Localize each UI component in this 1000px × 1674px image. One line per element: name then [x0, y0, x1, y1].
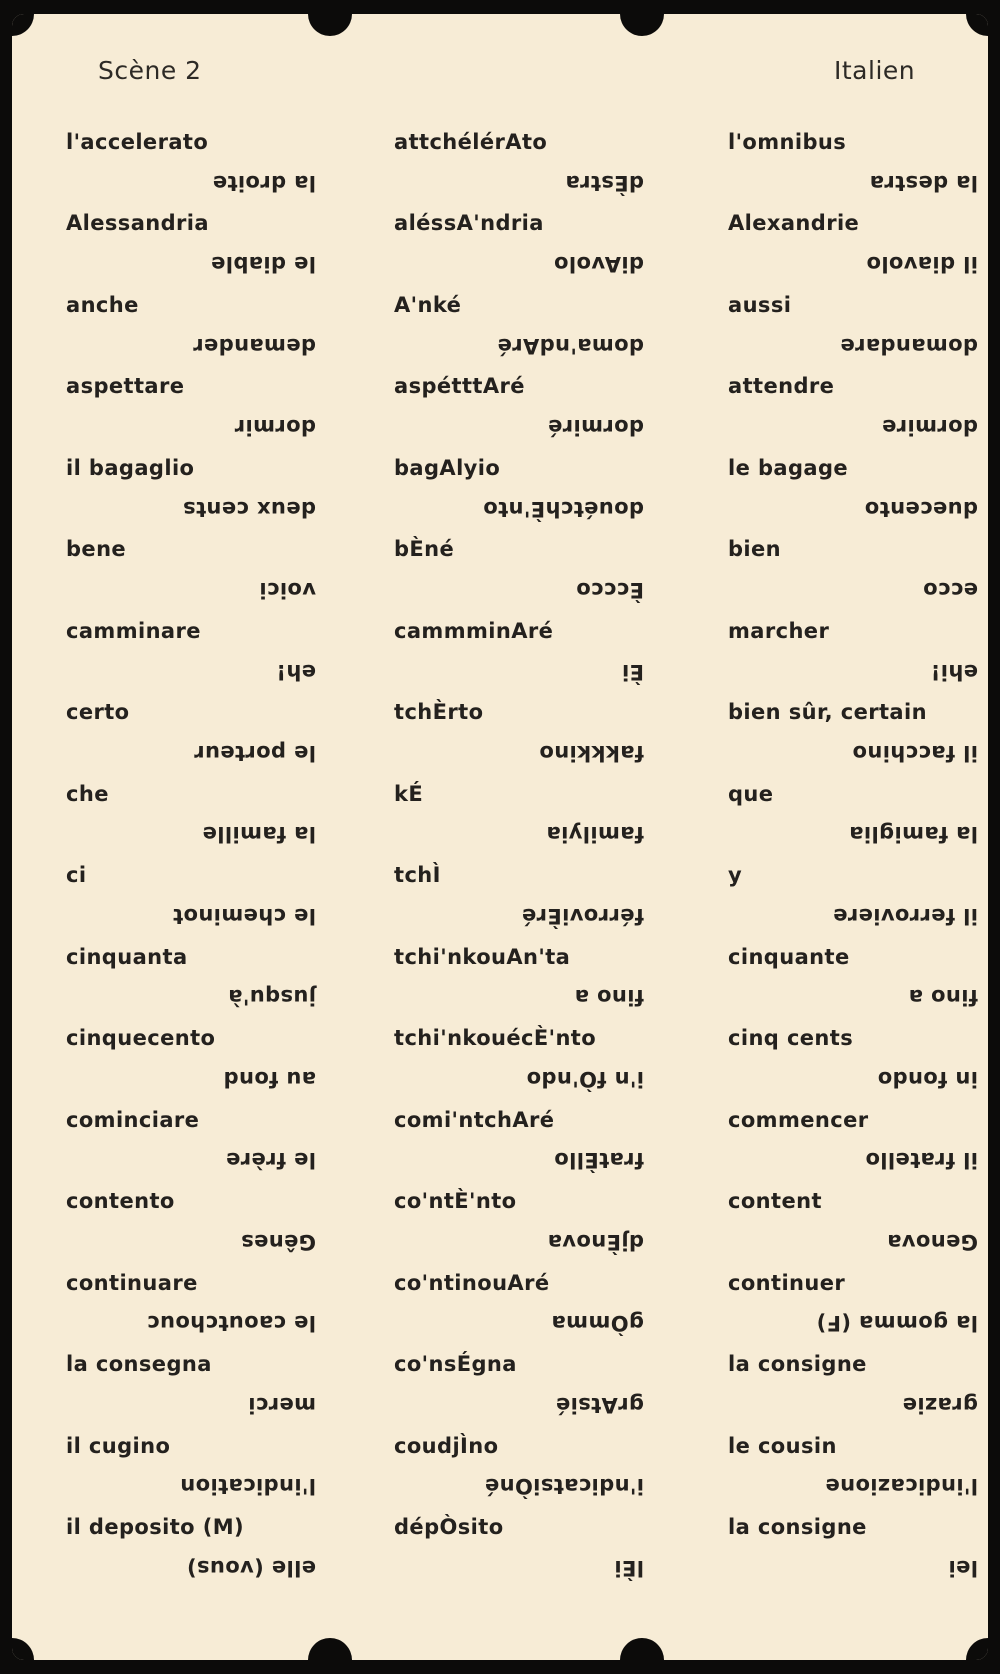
- punch-hole-top-left: [12, 14, 34, 36]
- inverted-entry: familyia: [546, 822, 644, 847]
- vocab-entry: bene: [66, 537, 127, 562]
- inverted-entry: il facchino: [852, 741, 978, 766]
- inverted-entry: grazie: [902, 1392, 978, 1417]
- punch-hole-top-center-left: [308, 14, 352, 36]
- vocab-entry: attendre: [728, 374, 835, 399]
- vocab-entry: bien sûr, certain: [728, 700, 927, 725]
- inverted-entry: la famiglia: [848, 822, 978, 847]
- inverted-entry: dÈstra: [565, 170, 644, 195]
- inverted-entry: Èccco: [575, 578, 644, 603]
- vocab-entry: l'accelerato: [66, 130, 209, 154]
- inverted-entry: doma'ndAré: [497, 333, 644, 358]
- inverted-entry: elle (vous): [186, 1555, 316, 1580]
- vocab-entry: che: [66, 781, 109, 806]
- inverted-entry: fratÈllo: [553, 1148, 644, 1173]
- inverted-entry: Gênes: [240, 1229, 316, 1254]
- inverted-entry: Èi: [621, 659, 644, 684]
- inverted-entry: le frère: [225, 1148, 316, 1173]
- inverted-entry: Genova: [886, 1229, 978, 1254]
- inverted-entry: diAvolo: [553, 252, 644, 277]
- vocab-entry: cominciare: [66, 1107, 200, 1132]
- inverted-entry: la droite: [212, 170, 316, 195]
- vocab-entry: coudjÌno: [394, 1433, 499, 1458]
- vocab-entry: bagAlyio: [394, 455, 501, 480]
- vocab-entry: y: [728, 863, 743, 888]
- inverted-entry: djÈnova: [547, 1229, 644, 1254]
- vocab-entry: cammminAré: [394, 618, 554, 643]
- inverted-entry: dormiré: [547, 415, 644, 440]
- vocab-entry: co'nsÉgna: [394, 1352, 517, 1377]
- inverted-entry: jusqu'à: [227, 985, 316, 1010]
- inverted-entry: i'n fÒ'ndo: [526, 1066, 644, 1091]
- vocab-entry: tchÈrto: [394, 700, 484, 725]
- inverted-entry: le porteur: [193, 741, 316, 766]
- inverted-entry: il diavolo: [866, 252, 978, 277]
- vocab-entry: marcher: [728, 618, 830, 643]
- vocab-entry: anche: [66, 292, 139, 317]
- scene-label: Scène 2: [98, 56, 202, 85]
- punch-hole-top-center-right: [620, 14, 664, 36]
- inverted-entry: grAtsié: [555, 1392, 644, 1417]
- vocab-entry: le cousin: [728, 1433, 837, 1458]
- punch-hole-bottom-center-left: [308, 1638, 352, 1660]
- inverted-entry: il ferroviere: [832, 903, 978, 928]
- vocab-entry: co'ntinouAré: [394, 1270, 550, 1295]
- vocab-entry: aussi: [728, 292, 792, 317]
- inverted-entry: domandare: [840, 333, 978, 358]
- inverted-entry: le caoutchouc: [146, 1311, 316, 1336]
- vocab-entry: tchÌ: [394, 863, 441, 888]
- vocab-entry: commencer: [728, 1107, 869, 1132]
- vocab-entry: la consigne: [728, 1352, 867, 1377]
- vocab-entry: cinquanta: [66, 944, 188, 969]
- vocab-entry: l'omnibus: [728, 130, 847, 154]
- inverted-entry: ehi!: [930, 659, 978, 684]
- language-label: Italien: [834, 56, 916, 85]
- vocab-entry: tchi'nkouAn'ta: [394, 944, 571, 969]
- vocab-entry: Alessandria: [66, 211, 209, 236]
- vocab-entry: kÉ: [394, 781, 424, 806]
- vocab-entry: la consigne: [728, 1514, 867, 1539]
- inverted-entry: demander: [192, 333, 316, 358]
- vocab-entry: certo: [66, 700, 130, 725]
- inverted-entry: voici: [259, 578, 316, 603]
- vocab-entry: tchi'nkouécÈ'nto: [394, 1026, 597, 1051]
- vocab-entry: camminare: [66, 618, 201, 643]
- inverted-entry: dormir: [234, 415, 316, 440]
- punch-hole-bottom-right: [966, 1638, 988, 1660]
- inverted-entry: au fond: [223, 1066, 316, 1091]
- vocab-entry: bien: [728, 537, 782, 562]
- inverted-entry: gÒmma: [551, 1311, 644, 1336]
- inverted-entry: deux cents: [182, 496, 316, 521]
- vocab-entry: la consegna: [66, 1352, 212, 1377]
- inverted-entry: la famille: [202, 822, 316, 847]
- inverted-entry: l'indication: [179, 1474, 316, 1499]
- vocab-entry: ci: [66, 863, 87, 888]
- inverted-entry: dormire: [881, 415, 978, 440]
- inverted-entry: merci: [247, 1392, 316, 1417]
- vocab-entry: continuer: [728, 1270, 846, 1295]
- punch-hole-bottom-center-right: [620, 1638, 664, 1660]
- inverted-entry: i'ndicatsiÒné: [484, 1474, 644, 1499]
- italian-column: [728, 127, 978, 1583]
- inverted-entry: eh!: [276, 659, 316, 684]
- vocab-entry: Alexandrie: [728, 211, 860, 236]
- vocab-entry: cinq cents: [728, 1026, 854, 1051]
- vocab-entry: cinquecento: [66, 1026, 216, 1051]
- vocab-entry: il cugino: [66, 1433, 171, 1458]
- inverted-entry: in fondo: [877, 1066, 978, 1091]
- inverted-entry: lei: [948, 1555, 978, 1580]
- pronunciation-column: [394, 127, 644, 1583]
- inverted-entry: le cheminot: [172, 903, 316, 928]
- vocab-entry: aspettare: [66, 374, 185, 399]
- punch-hole-top-right: [966, 14, 988, 36]
- inverted-entry: duecento: [864, 496, 978, 521]
- vocab-entry: continuare: [66, 1270, 198, 1295]
- punch-hole-bottom-left: [12, 1638, 34, 1660]
- inverted-entry: fino a: [574, 985, 644, 1010]
- french-column: [66, 127, 316, 1583]
- vocab-entry: aspétttAré: [394, 374, 525, 399]
- inverted-entry: férroviÈré: [521, 903, 644, 928]
- inverted-entry: ecco: [922, 578, 978, 603]
- inverted-entry: douétchÈ'nto: [482, 496, 644, 521]
- vocab-entry: que: [728, 781, 774, 806]
- vocab-entry: co'ntÈ'nto: [394, 1189, 517, 1214]
- vocab-entry: le bagage: [728, 455, 849, 480]
- vocab-entry: attchélérAto: [394, 130, 548, 154]
- vocab-entry: dépÒsito: [394, 1514, 504, 1539]
- inverted-entry: fakkkino: [539, 741, 644, 766]
- vocab-entry: il bagaglio: [66, 455, 195, 480]
- inverted-entry: lÈi: [614, 1555, 644, 1580]
- inverted-entry: fino a: [908, 985, 978, 1010]
- inverted-entry: il fratello: [865, 1148, 978, 1173]
- vocab-entry: bÈné: [394, 537, 455, 562]
- vocabulary-card: [12, 14, 988, 1660]
- vocab-entry: comi'ntchAré: [394, 1107, 555, 1132]
- vocab-entry: il deposito (M): [66, 1514, 245, 1539]
- vocab-entry: aléssA'ndria: [394, 211, 544, 236]
- inverted-entry: le diable: [210, 252, 316, 277]
- vocab-entry: contento: [66, 1189, 175, 1214]
- vocab-entry: cinquante: [728, 944, 850, 969]
- vocab-entry: content: [728, 1189, 822, 1214]
- inverted-entry: la destra: [869, 170, 978, 195]
- vocab-entry: A'nké: [394, 292, 462, 317]
- inverted-entry: l'indicazione: [825, 1474, 978, 1499]
- inverted-entry: la gomma (F): [816, 1311, 978, 1336]
